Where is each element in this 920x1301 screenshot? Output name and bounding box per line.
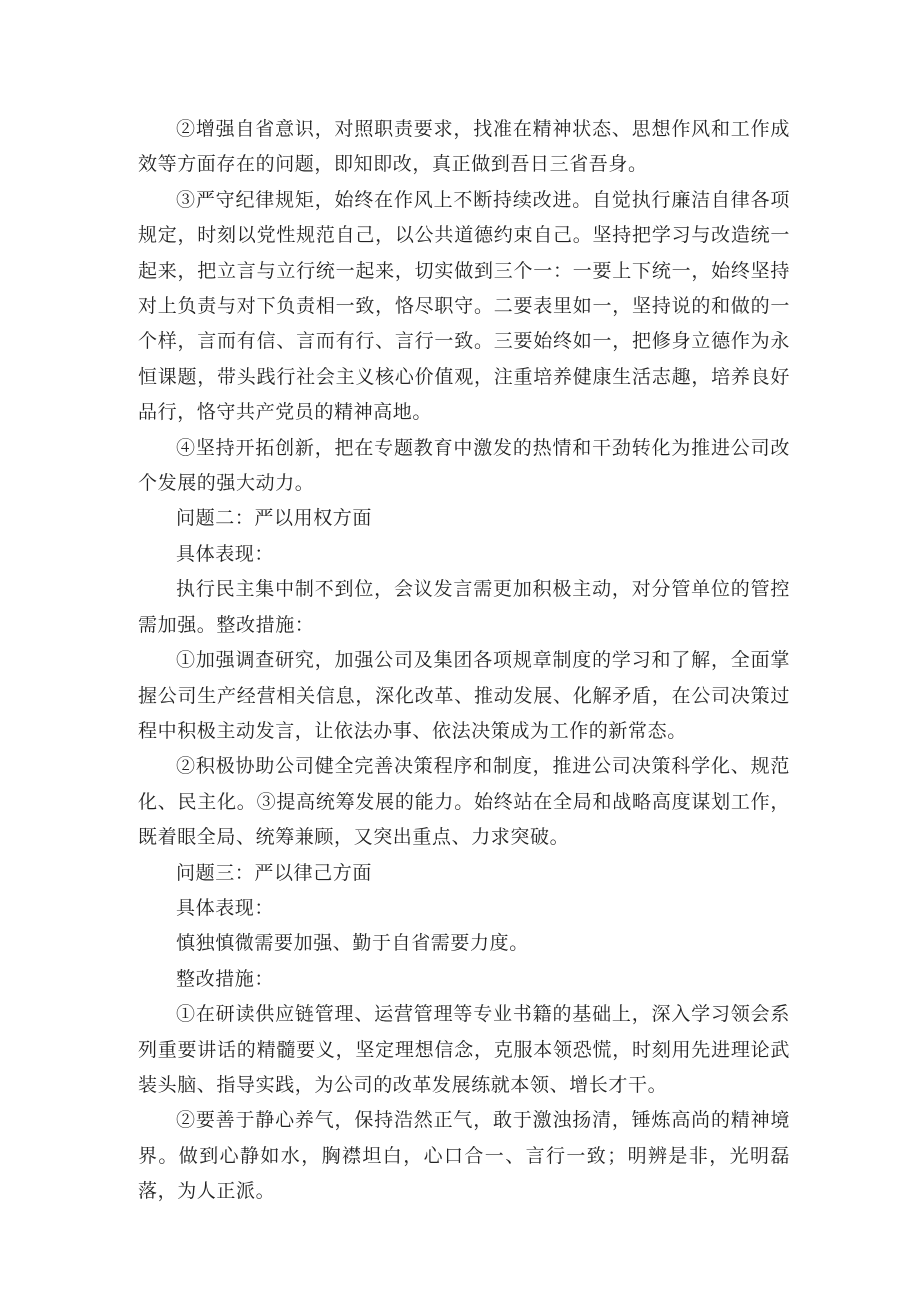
paragraph-issue-three-description: 慎独慎微需要加强、勤于自省需要力度。 (176, 932, 529, 955)
paragraph-self-reflection: ②增强自省意识，对照职责要求，找准在精神状态、思想作风和工作成效等方面存在的问题，即知即改，真正做到吾日三省吾身。 (138, 118, 790, 176)
paragraph-study: ①在研读供应链管理、运营管理等专业书籍的基础上，深入学习领会系列重要讲话的精髓要义，坚定理想信念，克服本领恐慌，时刻用先进理论武装头脑、指导实践，为公司的改革发展练就本领、增长才干。 (138, 1003, 790, 1096)
paragraph-innovation: ④坚持开拓创新，把在专题教育中激发的热情和干劲转化为推进公司改个发展的强大动力。 (138, 436, 790, 495)
document-body (138, 112, 790, 1210)
section-heading-issue-three: 问题三：严以律己方面 (176, 861, 373, 884)
paragraph-discipline: ③严守纪律规矩，始终在作风上不断持续改进。自觉执行廉洁自律各项规定，时刻以党性规范自己，以公共道德约束自己。坚持把学习与改造统一起来，把立言与立行统一起来，切实做到三个一：一要上下统一，始终坚持对上负责与对下负责相一致，恪尽职守。二要表里如一，坚持说的和做的一个样，言而有信、言而有行、言行一致。三要始终如一，把修身立德作为永恒课题，带头践行社会主义核心价值观，注重培养健康生活志趣，培养良好品行，恪守共产党员的精神高地。 (138, 188, 790, 424)
subheading-manifestation: 具体表现： (176, 542, 275, 565)
paragraph-decision-process: ②积极协助公司健全完善决策程序和制度，推进公司决策科学化、规范化、民主化。③提高统筹发展的能力。始终站在全局和战略高度谋划工作，既着眼全局、统筹兼顾，又突出重点、力求突破。 (138, 755, 790, 849)
paragraph-issue-two-description: 执行民主集中制不到位，会议发言需更加积极主动，对分管单位的管控需加强。整改措施： (138, 578, 790, 636)
paragraph-character: ②要善于静心养气，保持浩然正气，敢于激浊扬清，锤炼高尚的精神境界。做到心静如水，胸襟坦白，心口合一、言行一致；明辨是非，光明磊落，为人正派。 (138, 1109, 790, 1203)
subheading-measures: 整改措施： (176, 967, 275, 990)
subheading-manifestation: 具体表现： (176, 896, 275, 919)
section-heading-issue-two: 问题二：严以用权方面 (176, 507, 373, 530)
paragraph-research: ①加强调查研究，加强公司及集团各项规章制度的学习和了解，全面掌握公司生产经营相关信息，深化改革、推动发展、化解矛盾，在公司决策过程中积极主动发言，让依法办事、依法决策成为工作的新常态。 (138, 649, 790, 742)
